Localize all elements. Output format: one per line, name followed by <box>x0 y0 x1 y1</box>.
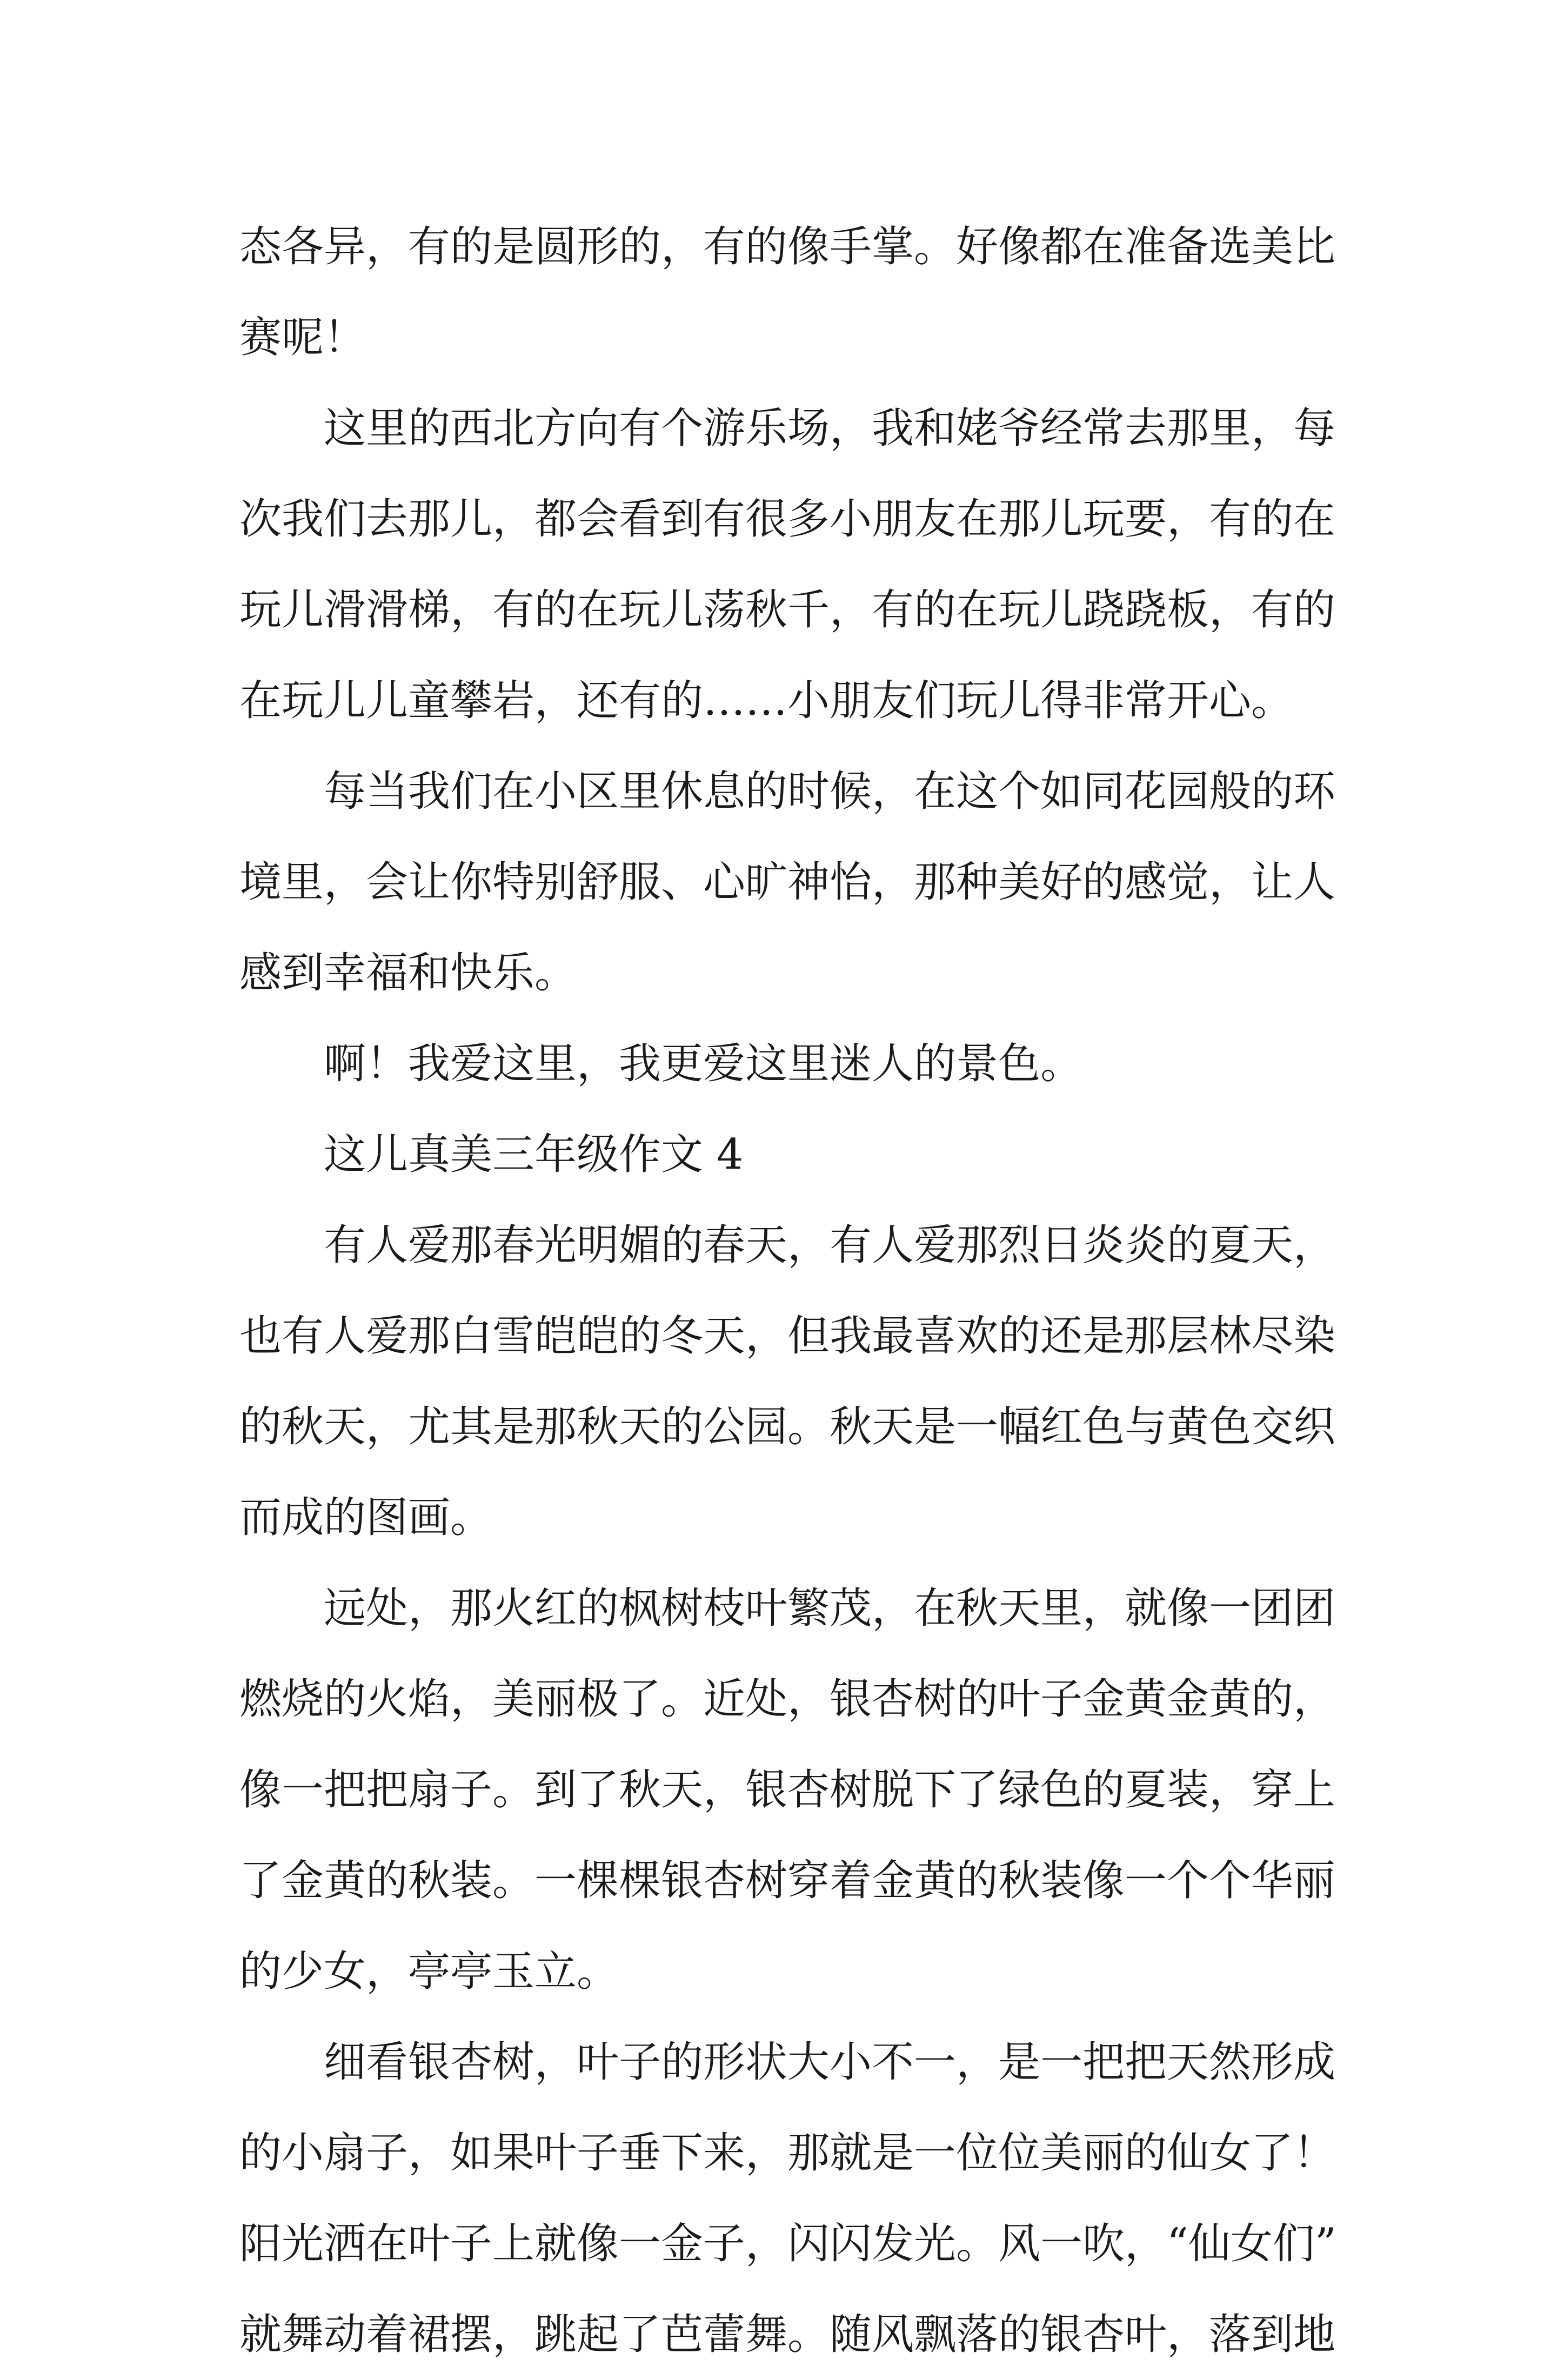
text-line: 的小扇子，如果叶子垂下来，那就是一位位美丽的仙女了！ <box>239 2129 1336 2177</box>
text-line: 这儿真美三年级作文 4 <box>324 1130 744 1179</box>
text-line: 就舞动着裙摆，跳起了芭蕾舞。随风飘落的银杏叶，落到地 <box>239 2310 1336 2359</box>
text-line: 像一把把扇子。到了秋天，银杏树脱下了绿色的夏装，穿上 <box>239 1766 1336 1814</box>
text-line: 次我们去那儿，都会看到有很多小朋友在那儿玩要，有的在 <box>239 495 1336 544</box>
text-line: 也有人爱那白雪皑皑的冬天，但我最喜欢的还是那层林尽染 <box>239 1312 1336 1360</box>
text-line: 态各异，有的是圆形的，有的像手掌。好像都在准备选美比 <box>239 223 1336 271</box>
text-line: 的秋天，尤其是那秋天的公园。秋天是一幅红色与黄色交织 <box>239 1403 1336 1451</box>
text-line: 感到幸福和快乐。 <box>239 949 577 997</box>
text-line: 细看银杏树，叶子的形状大小不一，是一把把天然形成 <box>324 2038 1336 2087</box>
text-line: 远处，那火红的枫树枝叶繁茂，在秋天里，就像一团团 <box>324 1584 1336 1633</box>
text-line: 阳光洒在叶子上就像一金子，闪闪发光。风一吹，“仙女们” <box>239 2220 1336 2268</box>
text-line: 的少女，亭亭玉立。 <box>239 1947 619 1996</box>
text-line: 在玩儿儿童攀岩，还有的……小朋友们玩儿得非常开心。 <box>239 676 1294 725</box>
document-body <box>239 202 1336 2380</box>
text-line: 了金黄的秋装。一棵棵银杏树穿着金黄的秋装像一个个华丽 <box>239 1856 1336 1905</box>
text-line: 每当我们在小区里休息的时候，在这个如同花园般的环 <box>324 767 1336 816</box>
text-line: 赛呢！ <box>239 313 366 362</box>
text-line: 这里的西北方向有个游乐场，我和姥爷经常去那里，每 <box>324 404 1336 453</box>
text-line: 而成的图画。 <box>239 1493 493 1542</box>
text-line: 玩儿滑滑梯，有的在玩儿荡秋千，有的在玩儿跷跷板，有的 <box>239 586 1336 634</box>
text-line: 有人爱那春光明媚的春天，有人爱那烈日炎炎的夏天， <box>324 1221 1336 1270</box>
text-line: 啊！我爱这里，我更爱这里迷人的景色。 <box>324 1040 1083 1088</box>
text-line: 燃烧的火焰，美丽极了。近处，银杏树的叶子金黄金黄的， <box>239 1675 1336 1724</box>
text-line: 境里，会让你特别舒服、心旷神怡，那种美好的感觉，让人 <box>239 858 1336 907</box>
